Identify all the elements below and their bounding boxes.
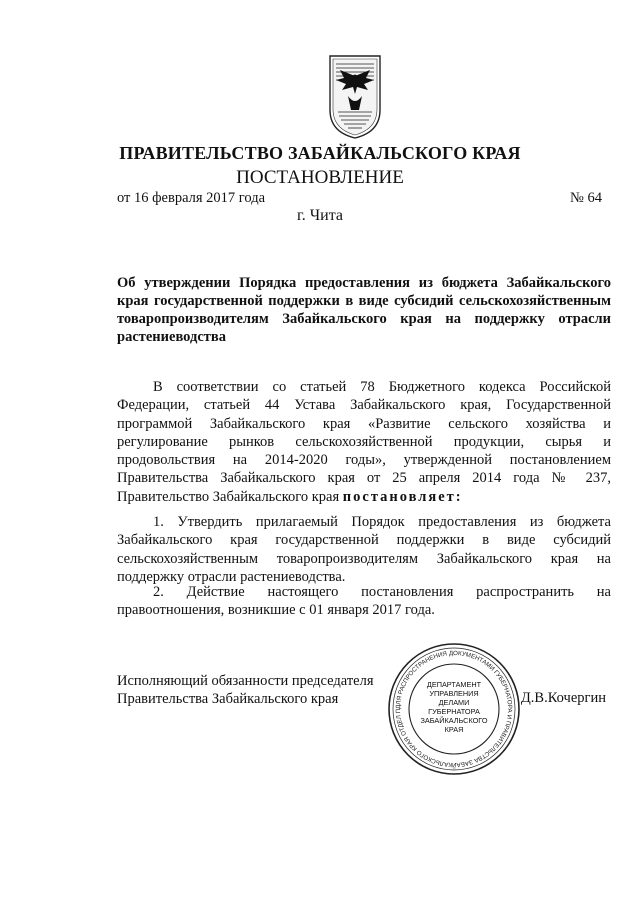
document-number: № 64 xyxy=(570,190,602,206)
signatory-role xyxy=(117,672,387,708)
stamp-line-6: КРАЯ xyxy=(444,725,464,734)
preamble-verb: постановляет: xyxy=(342,488,463,505)
stamp-ring-text: ДЛЯ РАСПРОСТРАНЕНИЯ ДОКУМЕНТАМИ ГУБЕРНАТОРА И ПРАВИТЕЛЬСТВА ЗАБАЙКАЛЬСКОГО КРАЯ ОТДЕЛ П xyxy=(394,649,514,769)
resolution-item-1: 1. Утвердить прилагаемый Порядок предоставления из бюджета Забайкальского края государственной поддержки в виде субсидий сельскохозяйственным товаропроизводителям Забайкальского края на поддержку отрасли растениеводства. xyxy=(117,514,611,585)
stamp-line-3: ДЕЛАМИ xyxy=(438,698,470,707)
signatory-role-line-2: Правительства Забайкальского края xyxy=(117,691,339,707)
document-subject: Об утверждении Порядка предоставления из бюджета Забайкальского края государственной поддержки в виде субсидий сельскохозяйственным товаропроизводителям Забайкальского края на поддержку отрасли растениеводства xyxy=(117,275,611,345)
stamp-line-2: УПРАВЛЕНИЯ xyxy=(429,689,479,698)
preamble-text: В соответствии со статьей 78 Бюджетного кодекса Российской Федерации, статьей 44 Устава Забайкальского края, Государственной программой Забайкальского края «Развитие сельского хозяйства и регулирование рынков сельскохозяйственной продукции, сырья и продовольствия на 2014-2020 годы», утвержденной постановлением Правительства Забайкальского края от 25 апреля 2014 года № 237, Правительство Забайкальского края xyxy=(117,379,611,505)
document-city: г. Чита xyxy=(296,207,343,224)
stamp-line-1: ДЕПАРТАМЕНТ xyxy=(426,680,482,689)
stamp-line-4: ГУБЕРНАТОРА xyxy=(428,707,480,716)
preamble-paragraph xyxy=(117,378,611,506)
document-date: от 16 февраля 2017 года xyxy=(117,190,266,206)
signatory-role-line-1: Исполняющий обязанности председателя xyxy=(117,673,374,689)
government-title: ПРАВИТЕЛЬСТВО ЗАБАЙКАЛЬСКОГО КРАЯ xyxy=(119,143,521,163)
document-type: ПОСТАНОВЛЕНИЕ xyxy=(236,167,404,188)
resolution-item-2: 2. Действие настоящего постановления распространить на правоотношения, возникшие с 01 января 2017 года. xyxy=(117,584,611,619)
signatory-name: Д.В.Кочергин xyxy=(520,690,606,706)
coat-of-arms-emblem xyxy=(326,52,384,140)
stamp-line-5: ЗАБАЙКАЛЬСКОГО xyxy=(420,716,488,725)
official-stamp xyxy=(386,641,522,777)
